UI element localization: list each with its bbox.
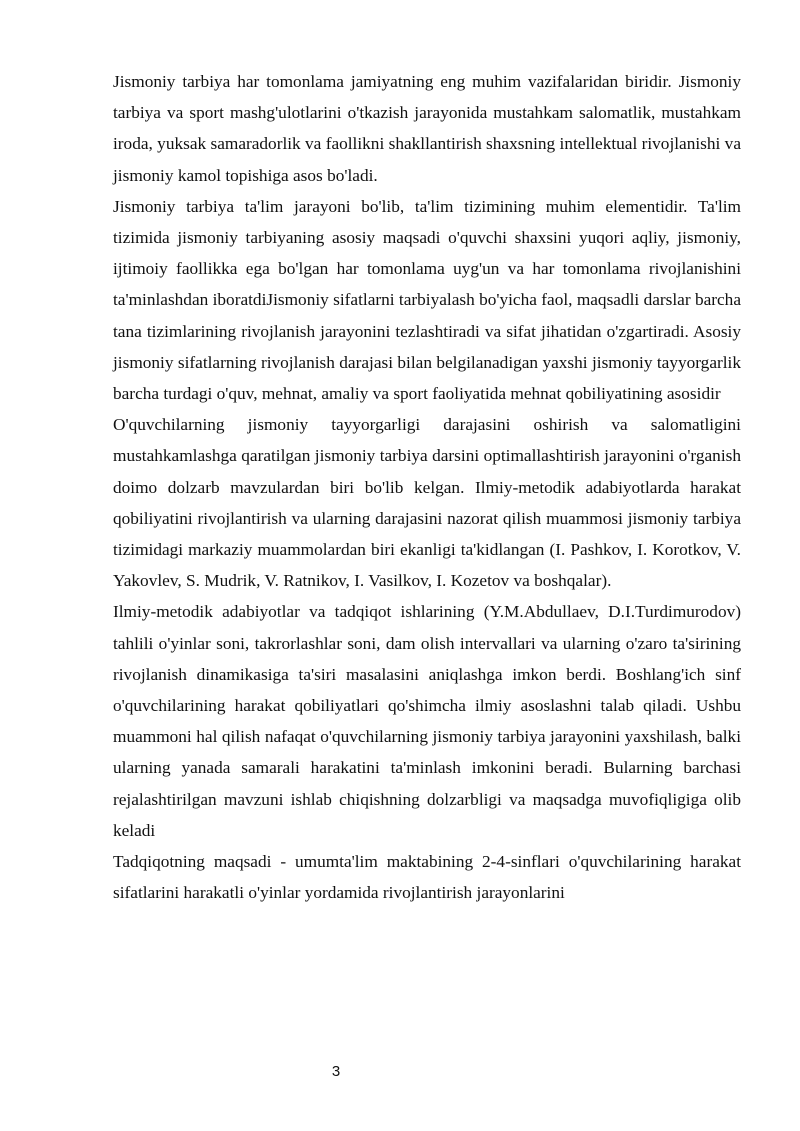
paragraph-1: Jismoniy tarbiya har tomonlama jamiyatning eng muhim vazifalaridan biridir. Jismoniy tarbiya va sport mashg'ulotlarini o'tkazish jarayonida mustahkam salomatlik, mustahkam iroda, yuksak samaradorlik va faollikni shakllantirish shaxsning intellektual rivojlanishi va jismoniy kamol topishiga asos bo'ladi. xyxy=(113,72,741,185)
document-body xyxy=(113,66,741,908)
page-number: 3 xyxy=(331,1063,341,1080)
paragraph-5: Tadqiqotning maqsadi - umumta'lim maktabining 2-4-sinflari o'quvchilarining harakat sifatlarini harakatli o'yinlar yordamida rivojlantirish jarayonlarini xyxy=(113,852,741,903)
paragraph-2: Jismoniy tarbiya ta'lim jarayoni bo'lib, ta'lim tizimining muhim elementidir. Ta'lim tizimida jismoniy tarbiyaning asosiy maqsadi o'quvchi shaxsini yuqori aqliy, jismoniy, ijtimoiy faollikka ega bo'lgan har tomonlama uyg'un va har tomonlama rivojlanishini ta'minlashdan iboratdiJismoniy sifatlarni tarbiyalash bo'yicha faol, maqsadli darslar barcha tana tizimlarining rivojlanish jarayonini tezlashtiradi va sifat jihatidan o'zgartiradi. Asosiy jismoniy sifatlarning rivojlanish darajasi bilan belgilanadigan yaxshi jismoniy tayyorgarlik barcha turdagi o'quv, mehnat, amaliy va sport faoliyatida mehnat qobiliyatining asosidir xyxy=(113,196,741,404)
paragraph-3: O'quvchilarning jismoniy tayyorgarligi darajasini oshirish va salomatligini mustahkamlashga qaratilgan jismoniy tarbiya darsini optimallashtirish jarayonini o'rganish doimo dolzarb mavzulardan biri bo'lib kelgan. Ilmiy-metodik adabiyotlarda harakat qobiliyatini rivojlantirish va ularning darajasini nazorat qilish muammosi jismoniy tarbiya tizimidagi markaziy muammolardan biri ekanligi ta'kidlangan (I. Pashkov, I. Korotkov, V. Yakovlev, S. Mudrik, V. Ratnikov, I. Vasilkov, I. Kozetov va boshqalar). xyxy=(113,415,741,591)
paragraph-4: Ilmiy-metodik adabiyotlar va tadqiqot ishlarining (Y.M.Abdullaev, D.I.Turdimurodov) tahlili o'yinlar soni, takrorlashlar soni, dam olish intervallari va ularning o'zaro ta'sirining rivojlanish dinamikasiga ta'siri masalasini aniqlashga imkon berdi. Boshlang'ich sinf o'quvchilarining harakat qobiliyatlari qo'shimcha ilmiy asoslashni talab qiladi. Ushbu muammoni hal qilish nafaqat o'quvchilarning jismoniy tarbiya jarayonini yaxshilash, balki ularning yanada samarali harakatini ta'minlash imkonini beradi. Bularning barchasi rejalashtirilgan mavzuni ishlab chiqishning dolzarbligi va maqsadga muvofiqligiga olib keladi xyxy=(113,602,741,840)
